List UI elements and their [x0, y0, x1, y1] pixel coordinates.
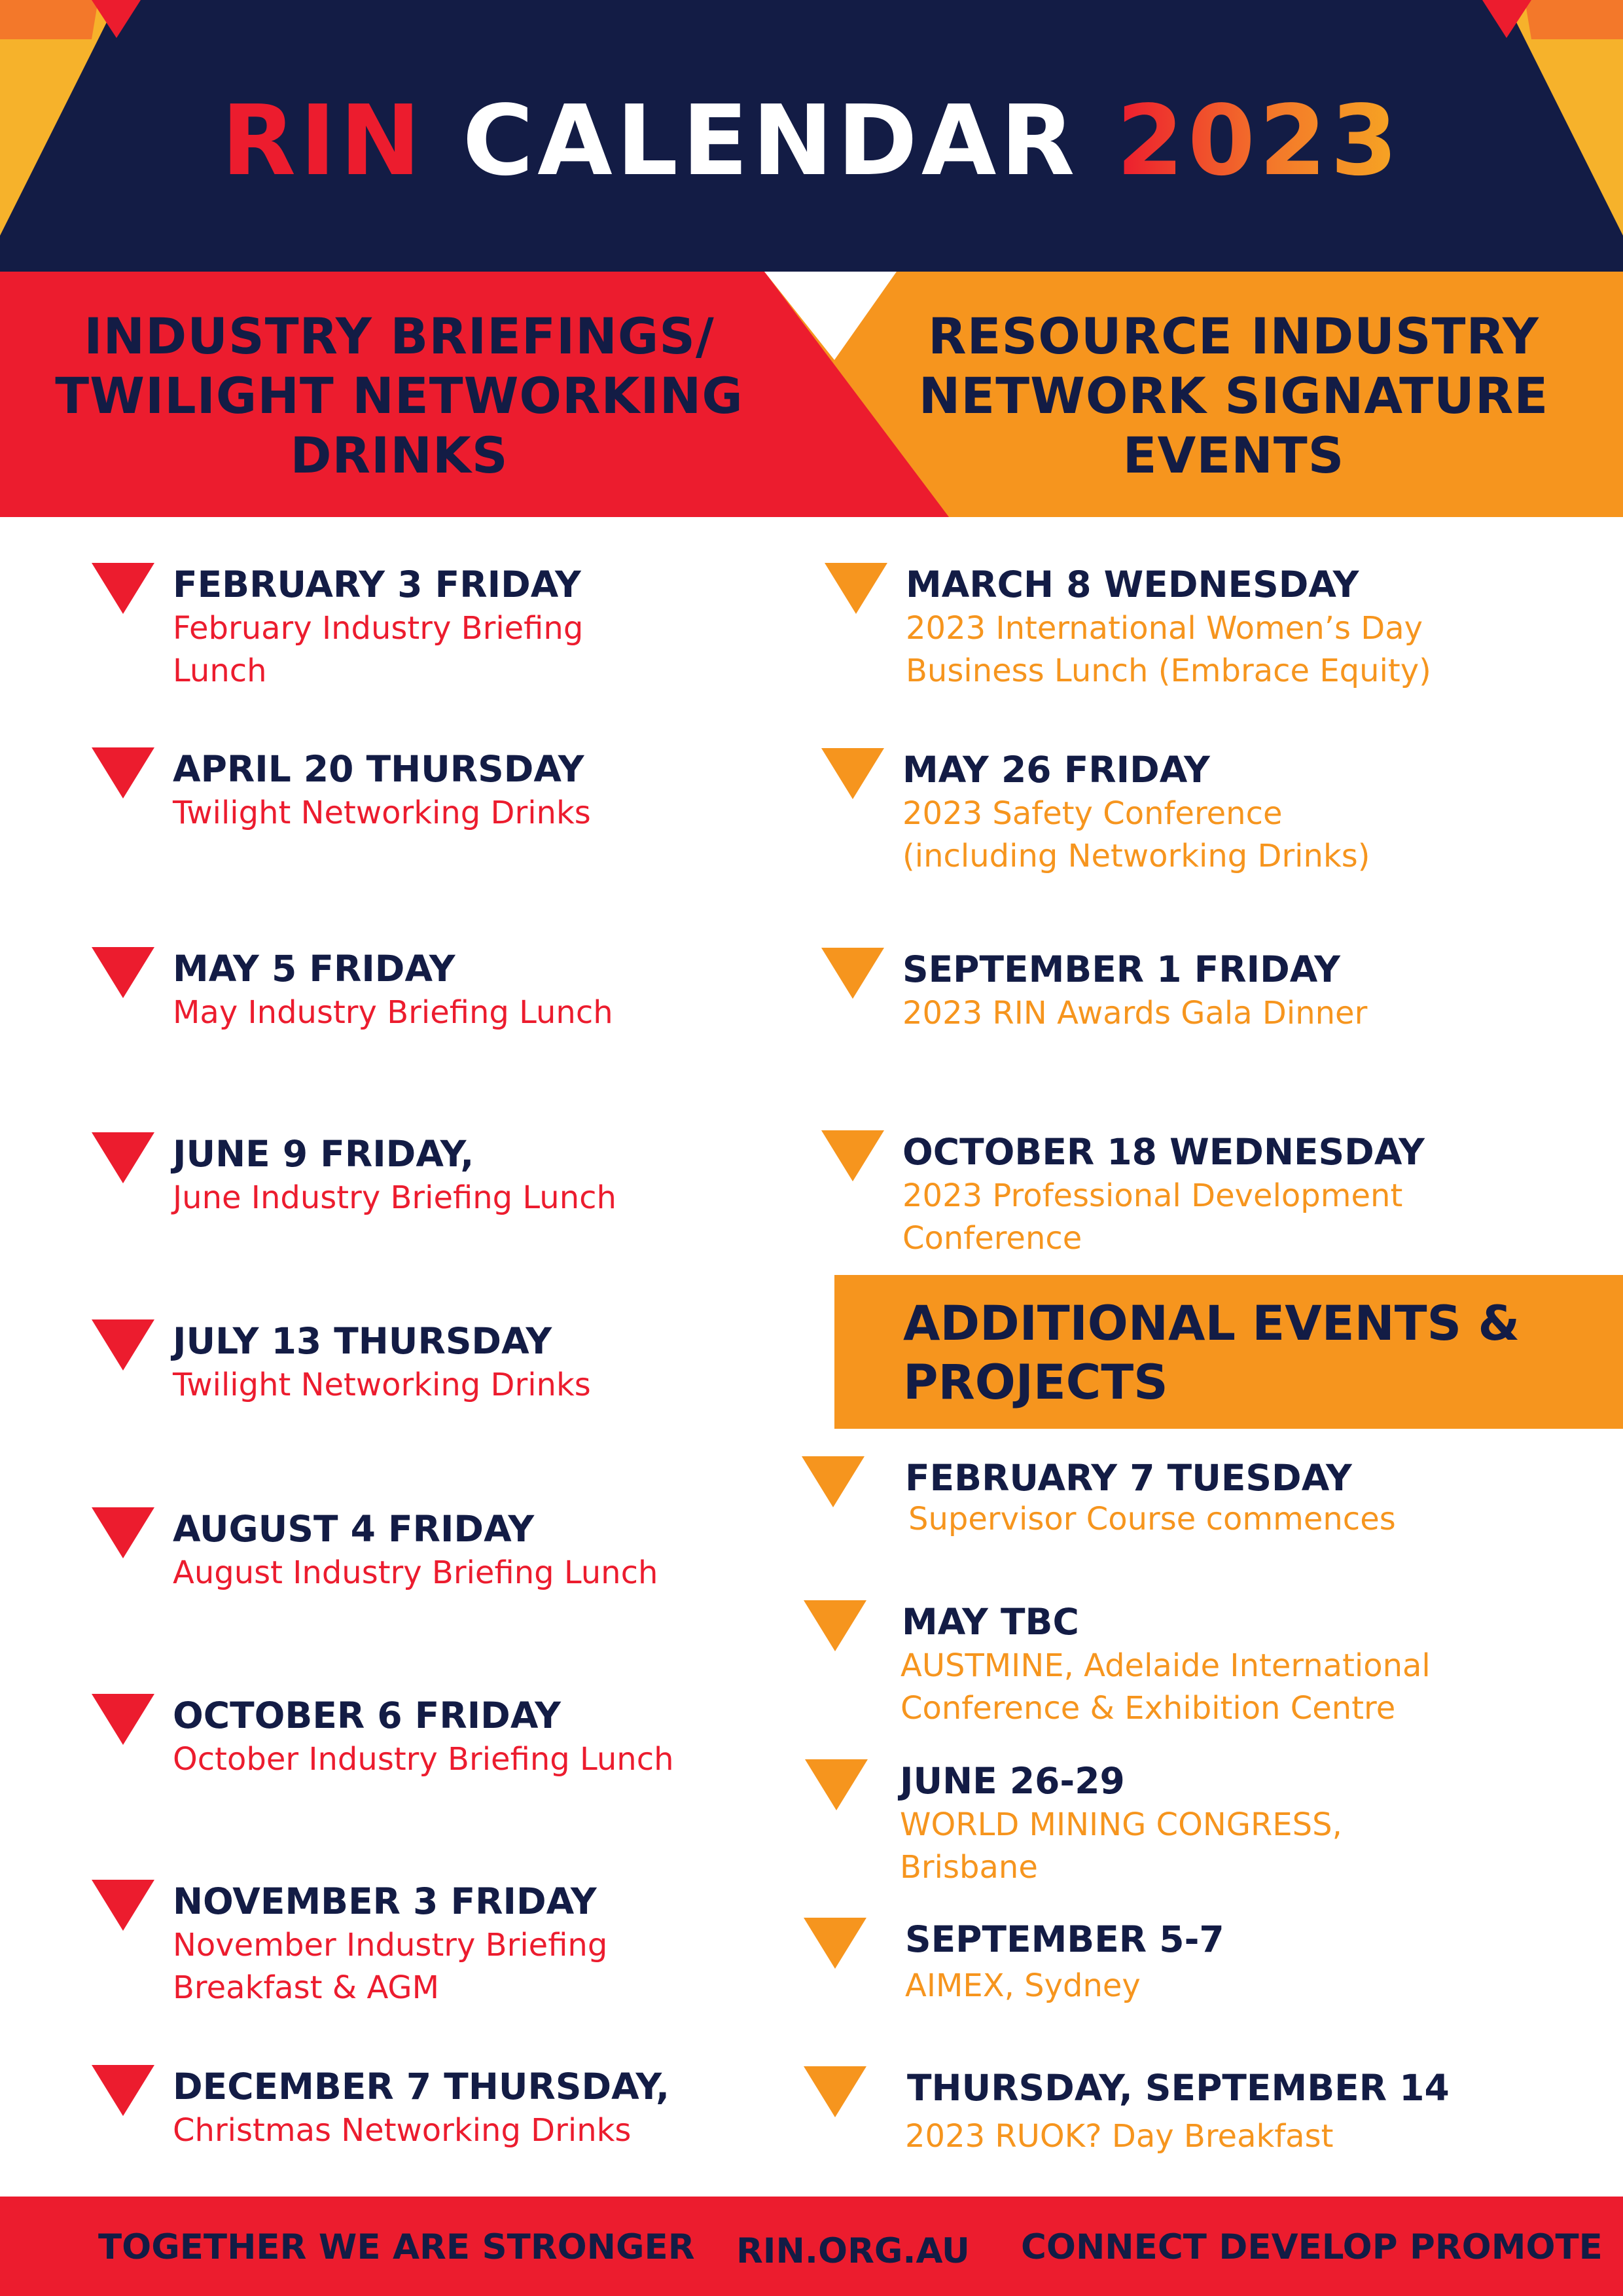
event-description: AUSTMINE, Adelaide International Conference & Exhibition Centre [901, 1647, 1431, 1727]
additional-title-line: PROJECTS [903, 1355, 1168, 1410]
header-right-orange-strip [1525, 0, 1623, 39]
event-description: Twilight Networking Drinks [173, 795, 591, 831]
triangle-down-icon [92, 1132, 154, 1183]
additional-section-title [903, 1295, 1520, 1412]
event-description: Christmas Networking Drinks [173, 2112, 632, 2149]
event-date: FEBRUARY 3 FRIDAY [173, 564, 581, 605]
event-description: 2023 RIN Awards Gala Dinner [902, 995, 1368, 1031]
triangle-down-icon [825, 563, 887, 614]
event-description: Twilight Networking Drinks [173, 1367, 591, 1403]
event-date: JUNE 9 FRIDAY, [173, 1133, 474, 1175]
additional-events-banner [834, 1275, 1623, 1429]
right-section-title [825, 306, 1623, 485]
title-year: 2023 [1116, 84, 1402, 197]
event-description: August Industry Briefing Lunch [173, 1554, 658, 1591]
triangle-down-icon [805, 1759, 868, 1810]
triangle-down-icon [92, 747, 154, 798]
title-calendar: CALENDAR [462, 84, 1079, 197]
triangle-down-icon [821, 1130, 884, 1181]
triangle-down-icon [92, 947, 154, 998]
triangle-down-icon [92, 1694, 154, 1745]
triangle-down-icon [92, 1319, 154, 1371]
event-description: May Industry Briefing Lunch [173, 994, 613, 1031]
event-date: NOVEMBER 3 FRIDAY [173, 1880, 597, 1922]
event-description: AIMEX, Sydney [905, 1967, 1141, 2004]
triangle-down-icon [804, 1600, 866, 1651]
event-description: 2023 Safety Conference (including Networking Drinks) [902, 795, 1370, 874]
event-date: MAY TBC [902, 1601, 1079, 1643]
event-date: MARCH 8 WEDNESDAY [906, 564, 1359, 605]
footer-slogan: TOGETHER WE ARE STRONGER [98, 2227, 695, 2267]
event-date: MAY 26 FRIDAY [902, 749, 1210, 791]
event-description: Supervisor Course commences [908, 1501, 1396, 1537]
event-date: FEBRUARY 7 TUESDAY [905, 1457, 1352, 1499]
event-date: SEPTEMBER 5-7 [905, 1918, 1224, 1960]
footer-bar [0, 2197, 1623, 2296]
right-title-line: NETWORK SIGNATURE [918, 367, 1549, 425]
event-date: APRIL 20 THURSDAY [173, 748, 584, 790]
triangle-down-icon [92, 1507, 154, 1558]
event-description: 2023 International Women’s Day Business Lunch (Embrace Equity) [906, 610, 1431, 689]
event-description: 2023 Professional Development Conference [902, 1177, 1403, 1257]
event-description: WORLD MINING CONGRESS, Brisbane [900, 1806, 1342, 1886]
left-section-title [20, 306, 779, 485]
triangle-down-icon [821, 748, 884, 799]
footer-website: RIN.ORG.AU [736, 2231, 970, 2271]
event-date: DECEMBER 7 THURSDAY, [173, 2066, 670, 2108]
triangle-down-icon [804, 2066, 866, 2117]
page-title [0, 85, 1623, 196]
event-date: JUNE 26-29 [900, 1760, 1125, 1802]
right-title-line: RESOURCE INDUSTRY [928, 307, 1539, 365]
event-date: MAY 5 FRIDAY [173, 948, 455, 990]
event-description: November Industry Briefing Breakfast & AGM [173, 1927, 608, 2006]
triangle-down-icon [92, 1880, 154, 1931]
right-title-line: EVENTS [1122, 426, 1345, 484]
triangle-down-icon [821, 948, 884, 999]
event-description: October Industry Briefing Lunch [173, 1741, 674, 1778]
event-date: JULY 13 THURSDAY [173, 1320, 552, 1362]
event-date: OCTOBER 18 WEDNESDAY [902, 1131, 1425, 1173]
triangle-down-icon [92, 2065, 154, 2116]
event-date: THURSDAY, SEPTEMBER 14 [907, 2067, 1450, 2109]
footer-motto: CONNECT DEVELOP PROMOTE [1021, 2227, 1603, 2267]
left-title-line: INDUSTRY BRIEFINGS/ [84, 307, 715, 365]
event-date: OCTOBER 6 FRIDAY [173, 1695, 561, 1736]
triangle-down-icon [804, 1918, 866, 1969]
header-left-orange-strip [0, 0, 98, 39]
triangle-down-icon [92, 563, 154, 614]
additional-title-line: ADDITIONAL EVENTS & [903, 1296, 1520, 1352]
event-description: February Industry Briefing Lunch [173, 610, 584, 689]
left-title-line: DRINKS [290, 426, 508, 484]
event-date: AUGUST 4 FRIDAY [173, 1508, 535, 1550]
event-description: 2023 RUOK? Day Breakfast [905, 2118, 1334, 2155]
title-rin: RIN [221, 84, 425, 197]
triangle-down-icon [802, 1456, 865, 1507]
event-description: June Industry Briefing Lunch [173, 1179, 616, 1216]
event-date: SEPTEMBER 1 FRIDAY [902, 948, 1340, 990]
left-title-line: TWILIGHT NETWORKING [55, 367, 743, 425]
